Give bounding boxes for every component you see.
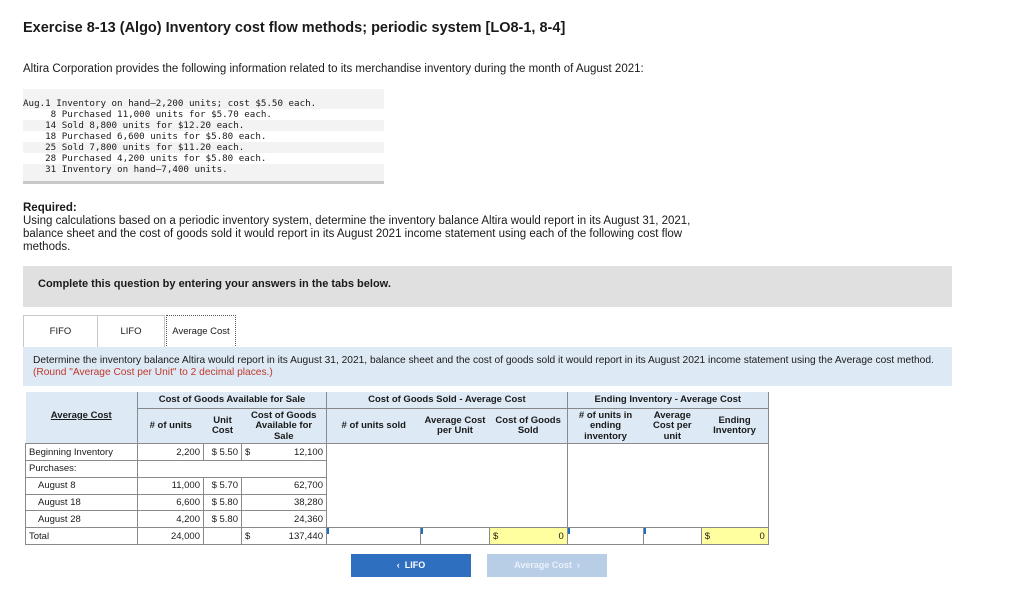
rounding-note: (Round "Average Cost per Unit" to 2 decimal places.): [33, 367, 273, 378]
question-panel: [23, 266, 952, 307]
units-ending-input[interactable]: [567, 528, 643, 545]
dollar-sign: $: [242, 444, 259, 461]
table-row: [26, 494, 769, 511]
method-header: Average Cost: [26, 409, 138, 444]
instruction-main: Determine the inventory balance Altira would report in its August 31, 2021, balance sheet and the cost of goods sold it would report in its August 2021 income statement using the Average cost method.: [33, 355, 934, 366]
total-row: [26, 528, 769, 545]
avg-cost-per-unit-header: Average Cost per unit: [643, 409, 701, 444]
table-row: [26, 511, 769, 528]
units-cell: 6,600: [138, 494, 204, 511]
units-cell: 2,200: [138, 444, 204, 461]
prev-button-label: LIFO: [404, 560, 426, 570]
dollar-sign: $: [242, 528, 259, 545]
table-row: [26, 461, 769, 478]
average-cost-table: [25, 392, 769, 545]
group-header-sold: Cost of Goods Sold - Average Cost: [327, 392, 568, 409]
cost-cell: 62,700: [259, 477, 327, 494]
row-label: Beginning Inventory: [26, 444, 138, 461]
units-ending-header: # of units in ending inventory: [567, 409, 643, 444]
table-row: [26, 444, 769, 461]
instruction-panel: [23, 347, 952, 386]
transaction-line: 8 Purchased 11,000 units for $5.70 each.: [23, 109, 384, 120]
units-header: # of units: [138, 409, 204, 444]
intro-text: Altira Corporation provides the following information related to its merchandise inventory during the month of August 2021:: [23, 63, 644, 75]
unit-cost-cell: $ 5.80: [204, 494, 242, 511]
cost-cell: 38,280: [259, 494, 327, 511]
transaction-line: Aug.1 Inventory on hand—2,200 units; cost $5.50 each.: [23, 98, 384, 109]
unit-cost-cell: $ 5.80: [204, 511, 242, 528]
required-text: Using calculations based on a periodic inventory system, determine the inventory balance Altira would report in its August 31, 2021, balance sheet and the cost of goods sold it would report in its August 2021 income statement using each of the following cost flow methods.: [23, 215, 691, 253]
transaction-line: 28 Purchased 4,200 units for $5.80 each.: [23, 153, 384, 164]
chevron-right-icon: ›: [571, 560, 580, 570]
cogs-total-value: 0: [501, 528, 567, 545]
cost-cell: 24,360: [259, 511, 327, 528]
ending-inventory-header: Ending Inventory: [701, 409, 768, 444]
row-label: Total: [26, 528, 138, 545]
units-cell: 4,200: [138, 511, 204, 528]
units-sold-header: # of units sold: [327, 409, 421, 444]
avg-cost-unit-header: Average Cost per Unit: [421, 409, 490, 444]
row-label: August 18: [26, 494, 138, 511]
cogas-header: Cost of Goods Available for Sale: [242, 409, 327, 444]
unit-cost-cell: $ 5.70: [204, 477, 242, 494]
cogs-header: Cost of Goods Sold: [490, 409, 568, 444]
tab-lifo[interactable]: LIFO: [97, 315, 165, 348]
instruction-text: [33, 355, 938, 379]
required-label: Required:: [23, 202, 77, 214]
table-row: [26, 477, 769, 494]
transaction-line: 18 Purchased 6,600 units for $5.80 each.: [23, 131, 384, 142]
dollar-sign: $: [490, 528, 502, 545]
prev-tab-button[interactable]: [351, 554, 471, 577]
chevron-left-icon: ‹: [396, 560, 405, 570]
group-header-available: Cost of Goods Available for Sale: [138, 392, 327, 409]
dollar-sign: $: [701, 528, 717, 545]
transaction-line: 31 Inventory on hand—7,400 units.: [23, 164, 384, 175]
unit-cost-header: Unit Cost: [204, 409, 242, 444]
total-units-cell: 24,000: [138, 528, 204, 545]
avg-cost-per-unit-input[interactable]: [421, 528, 490, 545]
next-button-label: Average Cost: [514, 560, 572, 570]
unit-cost-cell: $ 5.50: [204, 444, 242, 461]
cost-cell: 12,100: [259, 444, 327, 461]
ending-avg-cost-input[interactable]: [643, 528, 701, 545]
units-sold-input[interactable]: [327, 528, 421, 545]
transaction-line: 25 Sold 7,800 units for $11.20 each.: [23, 142, 384, 153]
group-header-ending: Ending Inventory - Average Cost: [567, 392, 768, 409]
ending-inventory-value: 0: [717, 528, 768, 545]
units-cell: 11,000: [138, 477, 204, 494]
next-tab-button[interactable]: [487, 554, 607, 577]
total-cost-cell: 137,440: [259, 528, 327, 545]
question-panel-text: Complete this question by entering your answers in the tabs below.: [38, 278, 391, 290]
transaction-line: 14 Sold 8,800 units for $12.20 each.: [23, 120, 384, 131]
tab-fifo[interactable]: FIFO: [23, 315, 98, 348]
transactions-box: [23, 89, 384, 184]
row-label: August 8: [26, 477, 138, 494]
row-label: Purchases:: [26, 461, 138, 478]
row-label: August 28: [26, 511, 138, 528]
tab-average-cost[interactable]: Average Cost: [166, 315, 236, 348]
exercise-title: Exercise 8-13 (Algo) Inventory cost flow methods; periodic system [LO8-1, 8-4]: [23, 20, 566, 36]
